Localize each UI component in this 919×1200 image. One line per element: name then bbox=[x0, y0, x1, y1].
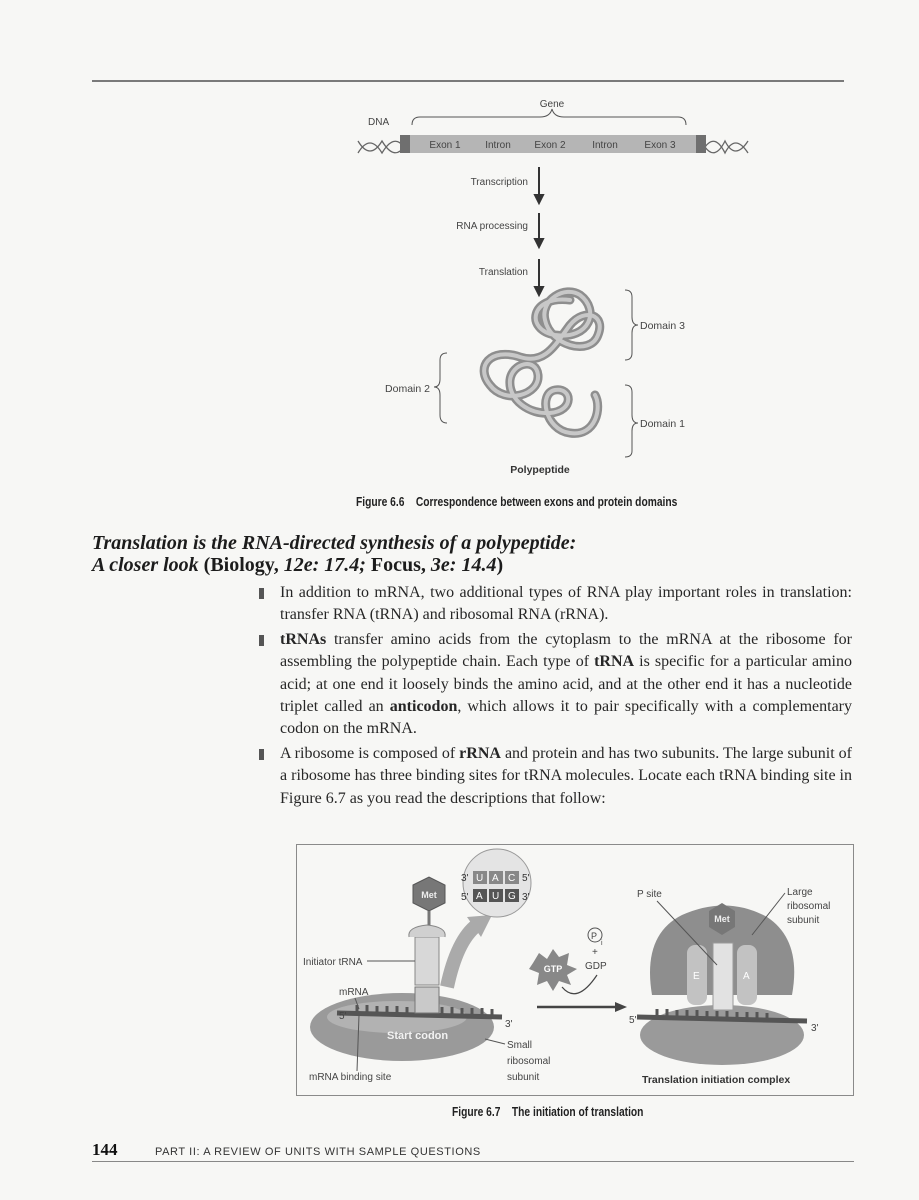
term-rrna: rRNA bbox=[459, 744, 501, 762]
small-subunit-label-2: ribosomal bbox=[507, 1056, 551, 1067]
figure-6-6-caption bbox=[356, 495, 677, 509]
polypeptide-ribbon bbox=[484, 292, 600, 434]
pi-subscript: i bbox=[601, 940, 603, 947]
section-heading-line2: A closer look bbox=[92, 554, 199, 576]
figure-6-7-caption bbox=[452, 1105, 643, 1119]
figure-6-7-caption-number: Figure 6.7 bbox=[452, 1105, 501, 1119]
codon-5-prime: 5' bbox=[461, 892, 469, 903]
initiator-trna-shape bbox=[415, 937, 439, 985]
heading-ref-open: ( bbox=[203, 554, 211, 576]
large-subunit-label-2: ribosomal bbox=[787, 901, 831, 912]
section-heading-line1: Translation is the RNA-directed synthesis of a polypeptide: bbox=[92, 532, 577, 554]
mrna-5-prime-right: 5' bbox=[629, 1015, 637, 1026]
gdp-label: GDP bbox=[585, 961, 607, 972]
codon-3-prime: 3' bbox=[522, 892, 530, 903]
bullet-item-1: In addition to mRNA, two additional types of RNA play important roles in translation: transfer RNA (tRNA) and ribosomal RNA (rRNA). bbox=[258, 582, 852, 627]
p-site-label: P site bbox=[637, 889, 662, 900]
pi-label: P bbox=[591, 931, 598, 941]
gene-label: Gene bbox=[539, 99, 565, 110]
translation-initiation-complex-label: Translation initiation complex bbox=[642, 1074, 791, 1086]
anticodon-a: A bbox=[492, 873, 499, 884]
mrna-3-prime-left: 3' bbox=[505, 1019, 513, 1030]
dna-label: DNA bbox=[368, 117, 390, 128]
bullet-item-2: tRNAs transfer amino acids from the cytoplasm to the mRNA at the ribosome for assembling the polypeptide chain. Each type of tRNA is specific for a particular amino acid; at one end it loosely binds the amino acid, and at the other end it has a nucleotide triplet called an anticodon, which allows it to pair specifically with a complementary codon on the mRNA. bbox=[258, 629, 852, 741]
bullet-list bbox=[258, 582, 852, 812]
domain1-label: Domain 1 bbox=[640, 418, 685, 430]
translation-label: Translation bbox=[478, 267, 528, 278]
plus-sign: + bbox=[592, 947, 598, 958]
section-heading bbox=[92, 532, 792, 576]
codon-g: G bbox=[508, 891, 516, 902]
heading-ref-biology-ed: 12e: 17.4; bbox=[283, 554, 366, 576]
gene-bracket bbox=[412, 109, 686, 125]
domain3-bracket bbox=[625, 290, 638, 360]
term-trna: tRNA bbox=[594, 653, 635, 671]
anticodon-u: U bbox=[476, 873, 484, 884]
heading-ref-focus-ed: 3e: 14.4 bbox=[430, 554, 497, 576]
codon-u: U bbox=[492, 891, 500, 902]
page-number: 144 bbox=[92, 1140, 118, 1159]
domain1-bracket bbox=[625, 385, 638, 457]
heading-ref-biology: Biology, bbox=[210, 554, 279, 576]
segment-intron-1: Intron bbox=[485, 140, 511, 151]
transcription-label: Transcription bbox=[470, 177, 528, 188]
met-label-left: Met bbox=[421, 890, 437, 900]
segment-exon-3: Exon 3 bbox=[644, 140, 676, 151]
bullet-item-3: A ribosome is composed of rRNA and protein and has two subunits. The large subunit of a ribosome has three binding sites for tRNA molecules. Locate each tRNA binding site in Figure 6.7 as you read the descriptions that follow: bbox=[258, 743, 852, 810]
polypeptide-label: Polypeptide bbox=[510, 464, 570, 476]
figure-6-6-caption-number: Figure 6.6 bbox=[356, 495, 405, 509]
figure-6-7-caption-text: The initiation of translation bbox=[511, 1105, 644, 1119]
figure-6-6-caption-text: Correspondence between exons and protein domains bbox=[415, 495, 678, 509]
term-anticodon: anticodon bbox=[389, 698, 458, 716]
domain3-label: Domain 3 bbox=[640, 320, 685, 332]
dna-left-helix-icon bbox=[358, 141, 404, 153]
met-label-right: Met bbox=[714, 914, 730, 924]
term-trnas: tRNAs bbox=[280, 630, 327, 648]
mrna-5-prime-left: 5' bbox=[339, 1011, 347, 1022]
figure-6-7 bbox=[297, 845, 851, 1093]
gtp-label: GTP bbox=[543, 964, 563, 974]
a-site-label: A bbox=[743, 971, 750, 982]
large-subunit-label-3: subunit bbox=[787, 915, 820, 926]
initiator-trna-label: Initiator tRNA bbox=[303, 957, 363, 968]
domain2-bracket bbox=[434, 353, 447, 423]
anticodon-3-prime: 3' bbox=[461, 873, 469, 884]
e-site-label: E bbox=[693, 971, 700, 982]
bottom-rule bbox=[92, 1161, 854, 1162]
heading-ref-close: ) bbox=[496, 554, 504, 576]
initiator-trna-p-site bbox=[713, 943, 733, 1010]
figure-6-6 bbox=[340, 95, 770, 485]
running-head: PART II: A REVIEW OF UNITS WITH SAMPLE QUESTIONS bbox=[155, 1146, 481, 1158]
small-subunit-label-3: subunit bbox=[507, 1072, 540, 1083]
anticodon-c: C bbox=[508, 873, 516, 884]
heading-ref-focus: Focus, bbox=[370, 554, 426, 576]
dna-right-helix-icon bbox=[705, 141, 748, 153]
segment-intron-2: Intron bbox=[592, 140, 618, 151]
codon-a: A bbox=[476, 891, 483, 902]
anticodon-5-prime: 5' bbox=[522, 873, 530, 884]
segment-exon-1: Exon 1 bbox=[429, 140, 461, 151]
small-ribosomal-subunit-right bbox=[640, 1005, 804, 1065]
mrna-label: mRNA bbox=[339, 987, 369, 998]
small-subunit-label-1: Small bbox=[507, 1040, 533, 1051]
segment-exon-2: Exon 2 bbox=[534, 140, 566, 151]
domain2-label: Domain 2 bbox=[385, 383, 430, 395]
mrna-binding-site-label: mRNA binding site bbox=[309, 1072, 392, 1083]
top-rule bbox=[92, 80, 844, 82]
rna-processing-label: RNA processing bbox=[456, 221, 528, 232]
mrna-3-prime-right: 3' bbox=[811, 1023, 819, 1034]
start-codon-label: Start codon bbox=[387, 1030, 449, 1042]
start-codon-box bbox=[415, 987, 439, 1013]
zoom-arrow-icon bbox=[447, 925, 477, 987]
large-subunit-label-1: Large bbox=[787, 887, 813, 898]
